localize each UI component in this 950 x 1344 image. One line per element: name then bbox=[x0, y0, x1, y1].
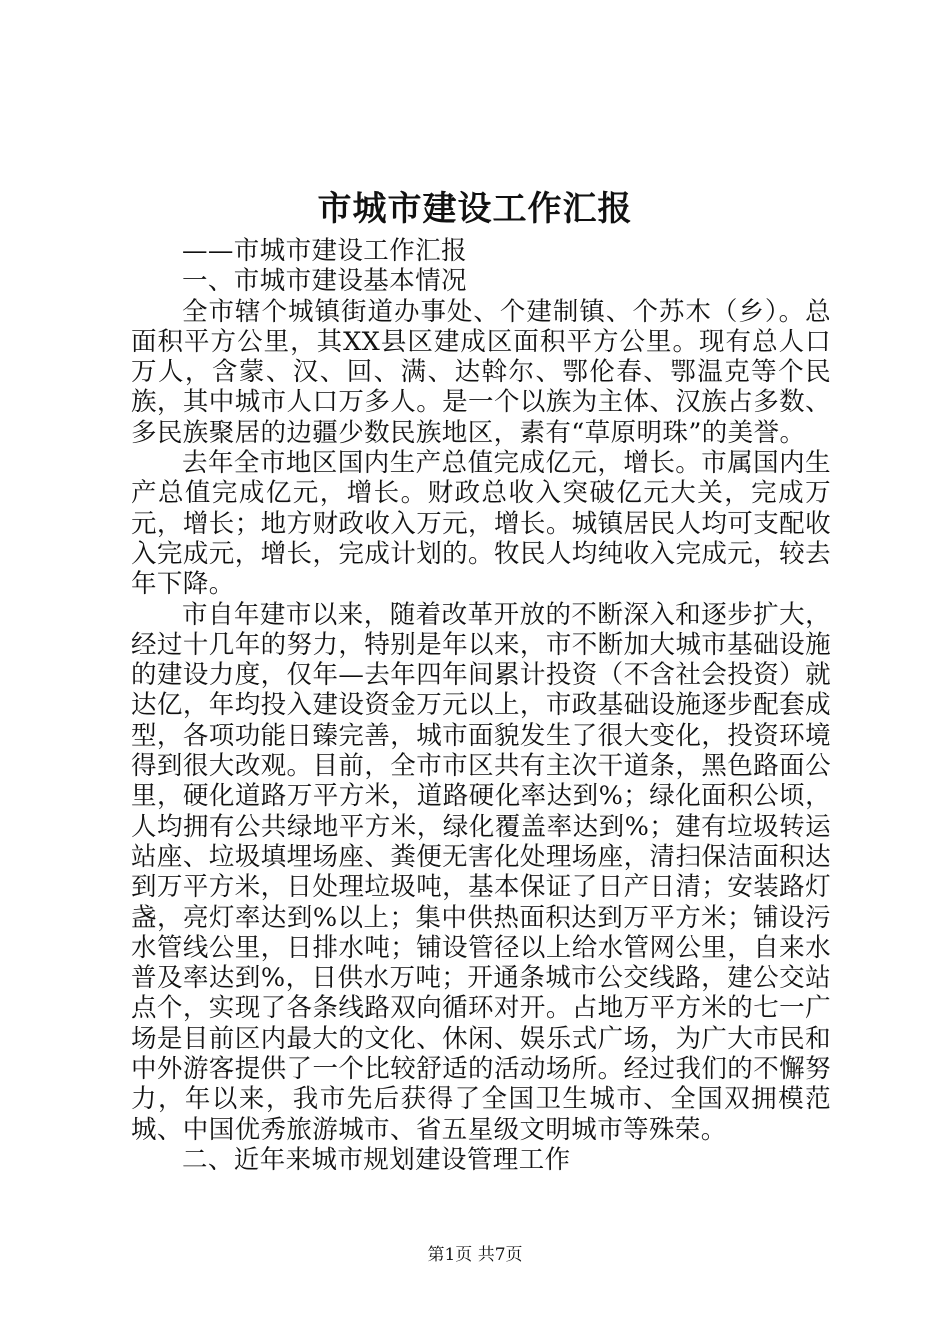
paragraph-3: 市自年建市以来，随着改革开放的不断深入和逐步扩大，经过十几年的努力，特别是年以来，市不断加大城市基础设施的建设力度，仅年—去年四年间累计投资（不含社会投资）就达亿，年均投入建设资金万元以上，市政基础设施逐步配套成型，各项功能日臻完善，城市面貌发生了很大变化，投资环境得到很大改观。目前，全市市区共有主次干道条，黑色路面公里，硬化道路万平方米，道路硬化率达到%；绿化面积公顷，人均拥有公共绿地平方米，绿化覆盖率达到%；建有垃圾转运站座、垃圾填埋场座、粪便无害化处理场座，清扫保洁面积达到万平方米，日处理垃圾吨，基本保证了日产日清；安装路灯盏，亮灯率达到%以上；集中供热面积达到万平方米；铺设污水管线公里，日排水吨；铺设管径以上给水管网公里，自来水普及率达到%，日供水万吨；开通条城市公交线路，建公交站点个，实现了各条线路双向循环对开。占地万平方米的七一广场是目前区内最大的文化、休闲、娱乐式广场，为广大市民和中外游客提供了一个比较舒适的活动场所。经过我们的不懈努力，年以来，我市先后获得了全国卫生城市、全国双拥模范城、中国优秀旅游城市、省五星级文明城市等殊荣。 bbox=[131, 599, 831, 1145]
page-footer: 第1页 共7页 bbox=[427, 1245, 523, 1265]
section-heading-1: 一、市城市建设基本情况 bbox=[182, 266, 467, 297]
paragraph-1: 全市辖个城镇街道办事处、个建制镇、个苏木（乡）。总面积平方公里，其XX县区建成区面积平方公里。现有总人口万人，含蒙、汉、回、满、达斡尔、鄂伦春、鄂温克等个民族，其中城市人口万多人。是一个以族为主体、汉族占多数、多民族聚居的边疆少数民族地区，素有“草原明珠”的美誉。 bbox=[131, 296, 831, 448]
section-heading-2: 二、近年来城市规划建设管理工作 bbox=[182, 1144, 571, 1175]
document-title: 市城市建设工作汇报 bbox=[317, 189, 633, 229]
paragraph-2: 去年全市地区国内生产总值完成亿元，增长。市属国内生产总值完成亿元，增长。财政总收入突破亿元大关，完成万元，增长；地方财政收入万元，增长。城镇居民人均可支配收入完成元，增长，完成计划的。牧民人均纯收入完成元，较去年下降。 bbox=[131, 448, 831, 600]
document-subtitle: ——市城市建设工作汇报 bbox=[182, 236, 467, 266]
document-body bbox=[131, 236, 831, 1175]
